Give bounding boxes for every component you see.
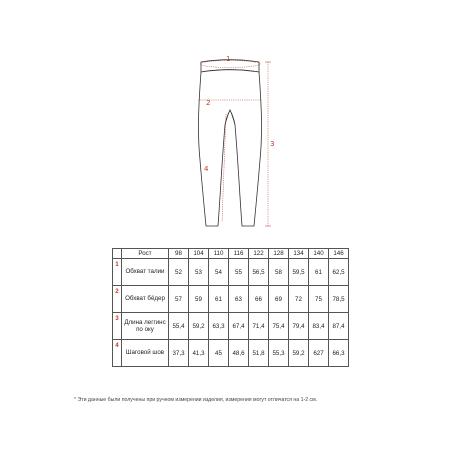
value-cell: 51,8	[249, 340, 269, 367]
value-cell: 71,4	[249, 313, 269, 340]
value-cell: 78,5	[329, 286, 349, 313]
table-row	[113, 259, 349, 286]
value-cell: 55,3	[269, 340, 289, 367]
value-cell: 87,4	[329, 313, 349, 340]
value-cell: 53	[189, 259, 209, 286]
value-cell: 59,5	[289, 259, 309, 286]
table-row	[113, 313, 349, 340]
measurement-name: Длина леггинс по оку	[122, 313, 169, 340]
table-row	[113, 286, 349, 313]
row-number: 2	[113, 286, 122, 313]
table-header-row	[113, 249, 349, 259]
value-cell: 63	[229, 286, 249, 313]
row-number: 1	[113, 259, 122, 286]
value-cell: 69	[269, 286, 289, 313]
value-cell: 59,2	[189, 313, 209, 340]
value-cell: 55,4	[169, 313, 189, 340]
size-header: 110	[209, 249, 229, 259]
marker-4: 4	[204, 165, 209, 173]
value-cell: 75,4	[269, 313, 289, 340]
value-cell: 66,3	[329, 340, 349, 367]
size-header: 98	[169, 249, 189, 259]
value-cell: 59	[189, 286, 209, 313]
value-cell: 58	[269, 259, 289, 286]
value-cell: 41,3	[189, 340, 209, 367]
value-cell: 54	[209, 259, 229, 286]
leggings-outline	[198, 70, 261, 226]
leggings-illustration	[180, 50, 280, 235]
value-cell: 52	[169, 259, 189, 286]
value-cell: 79,4	[289, 313, 309, 340]
marker-3: 3	[270, 140, 275, 148]
header-empty-cell	[113, 249, 122, 259]
value-cell: 61	[209, 286, 229, 313]
measurement-name: Шаговой шов	[122, 340, 169, 367]
size-header: 134	[289, 249, 309, 259]
footnote	[74, 397, 394, 403]
table-row	[113, 340, 349, 367]
size-header: 104	[189, 249, 209, 259]
footnote-text: Эти данные были получены при ручном измерении изделия, измерения могут отличатся на 1-2 см.	[77, 397, 318, 403]
value-cell: 48,6	[229, 340, 249, 367]
measurement-name: Обхват бёдер	[122, 286, 169, 313]
value-cell: 61	[309, 259, 329, 286]
value-cell: 45	[209, 340, 229, 367]
row-number: 3	[113, 313, 122, 340]
value-cell: 56,5	[249, 259, 269, 286]
value-cell: 57	[169, 286, 189, 313]
size-header: 116	[229, 249, 249, 259]
value-cell: 72	[289, 286, 309, 313]
value-cell: 55	[229, 259, 249, 286]
size-header: 122	[249, 249, 269, 259]
row-number: 4	[113, 340, 122, 367]
footnote-star: *	[74, 397, 77, 403]
value-cell: 63,3	[209, 313, 229, 340]
size-header: 140	[309, 249, 329, 259]
value-cell: 83,4	[309, 313, 329, 340]
value-cell: 37,3	[169, 340, 189, 367]
value-cell: 66	[249, 286, 269, 313]
value-cell: 59,2	[289, 340, 309, 367]
header-rost-label: Рост	[122, 249, 169, 259]
measurement-name: Обхват талии	[122, 259, 169, 286]
size-header: 146	[329, 249, 349, 259]
value-cell: 75	[309, 286, 329, 313]
size-header: 128	[269, 249, 289, 259]
value-cell: 67,4	[229, 313, 249, 340]
marker-2: 2	[206, 99, 211, 107]
value-cell: 62,5	[329, 259, 349, 286]
marker-1: 1	[226, 55, 231, 63]
value-cell: 627	[309, 340, 329, 367]
size-table	[112, 248, 349, 367]
